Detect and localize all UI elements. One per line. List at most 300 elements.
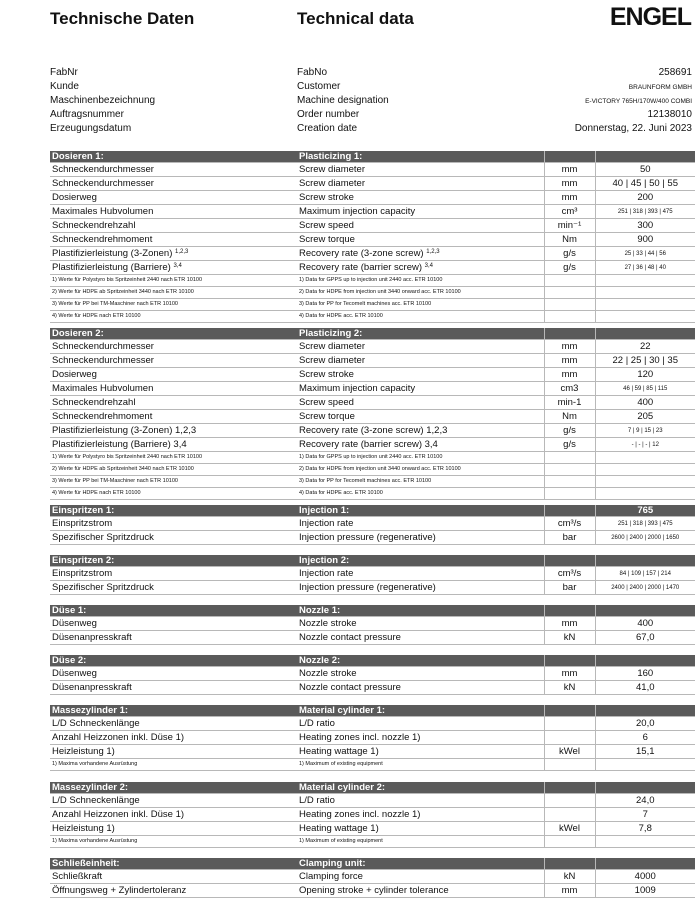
param-label-en-text: Nozzle contact pressure	[299, 631, 401, 643]
param-label-de	[50, 808, 297, 822]
param-value-text: 27 | 36 | 48 | 40	[624, 264, 666, 271]
param-unit-text: cm³/s	[557, 567, 582, 579]
table-row	[50, 368, 695, 382]
section-title-de	[50, 151, 297, 163]
param-label-en	[297, 354, 544, 368]
param-label-en	[297, 368, 544, 382]
param-unit	[544, 396, 595, 410]
section-title-en-text: Material cylinder 2:	[299, 782, 386, 793]
param-label-en-text: Heating wattage 1)	[299, 745, 379, 757]
footnote-de-text: 1) Werte für Polystyro bis Spritzeinheit 2440 nach ETR 10100	[52, 454, 203, 460]
param-unit	[544, 531, 595, 545]
param-label-en	[297, 382, 544, 396]
section-header	[50, 555, 695, 567]
param-label-en-text: L/D ratio	[299, 794, 335, 806]
param-value-text: 22 | 25 | 30 | 35	[612, 354, 678, 366]
footnote-row	[50, 299, 695, 311]
param-value	[595, 567, 695, 581]
section-title-en	[297, 555, 544, 567]
section-title-en-text: Injection 2:	[299, 555, 350, 566]
spec-table	[50, 655, 695, 695]
table-row	[50, 667, 695, 681]
footnote-de	[50, 759, 297, 771]
table-row	[50, 681, 695, 695]
param-label-en	[297, 396, 544, 410]
table-row	[50, 205, 695, 219]
section-title-de-text: Dosieren 2:	[52, 328, 104, 339]
footnote-value	[595, 464, 695, 476]
table-row	[50, 794, 695, 808]
param-label-en	[297, 191, 544, 205]
param-unit	[544, 340, 595, 354]
param-label-de	[50, 354, 297, 368]
section-title-de-text: Massezylinder 1:	[52, 705, 129, 716]
param-value	[595, 745, 695, 759]
param-unit-text: mm	[561, 368, 578, 380]
section-title-en	[297, 605, 544, 617]
section-header	[50, 858, 695, 870]
param-value-text: 24,0	[636, 794, 655, 806]
footnote-unit	[544, 299, 595, 311]
section-header	[50, 151, 695, 163]
param-label-de	[50, 794, 297, 808]
param-label-en-text: L/D ratio	[299, 717, 335, 729]
param-label-de	[50, 531, 297, 545]
footnote-en	[297, 488, 544, 500]
param-label-de-text: Öffnungsweg + Zylindertoleranz	[52, 884, 187, 896]
footnote-row	[50, 464, 695, 476]
param-unit-text: mm	[561, 177, 578, 189]
footnote-en	[297, 299, 544, 311]
param-label-en-text: Screw speed	[299, 219, 354, 231]
section-title-en-text: Material cylinder 1:	[299, 705, 386, 716]
param-unit	[544, 517, 595, 531]
footnote-ref: 3,4	[173, 262, 182, 269]
section-title-de-text: Schließeinheit:	[52, 858, 120, 869]
param-label-de-text: Plastifizierleistung (Barriere)	[52, 261, 171, 273]
param-unit-text: mm	[561, 617, 578, 629]
table-row	[50, 745, 695, 759]
footnote-unit	[544, 287, 595, 299]
table-row	[50, 531, 695, 545]
param-unit-text: min⁻¹	[557, 219, 582, 231]
section-value	[595, 858, 695, 870]
param-value-text: 1009	[634, 884, 656, 896]
section-title-en-text: Injection 1:	[299, 505, 350, 516]
table-row	[50, 870, 695, 884]
param-unit-text: cm3	[560, 382, 579, 394]
param-label-en	[297, 870, 544, 884]
section-title-de-text: Massezylinder 2:	[52, 782, 129, 793]
section-value-text: 765	[637, 505, 654, 516]
param-label-de-text: Anzahl Heizzonen inkl. Düse 1)	[52, 808, 185, 820]
section-header	[50, 782, 695, 794]
param-unit-text: g/s	[563, 438, 576, 450]
param-value-text: 200	[637, 191, 654, 203]
section-header	[50, 505, 695, 517]
param-unit	[544, 681, 595, 695]
param-label-de-text: Spezifischer Spritzdruck	[52, 531, 154, 543]
param-unit	[544, 382, 595, 396]
param-unit-text: kWel	[559, 745, 580, 757]
param-label-de-text: Maximales Hubvolumen	[52, 205, 154, 217]
footnote-de	[50, 311, 297, 323]
param-value	[595, 822, 695, 836]
info-value: 258691	[658, 67, 692, 78]
param-label-de-text: Schneckendrehzahl	[52, 219, 136, 231]
param-label-de	[50, 191, 297, 205]
section-title-en	[297, 655, 544, 667]
param-label-de-text: Schließkraft	[52, 870, 103, 882]
param-value	[595, 731, 695, 745]
footnote-de-text: 2) Werte für HDPE ab Spritzeinheit 3440 nach ETR 10100	[52, 466, 194, 472]
param-label-en	[297, 340, 544, 354]
footnote-en	[297, 476, 544, 488]
param-label-en-text: Screw diameter	[299, 354, 365, 366]
footnote-de	[50, 476, 297, 488]
param-value	[595, 233, 695, 247]
param-value	[595, 410, 695, 424]
section-unit	[544, 605, 595, 617]
spec-table	[50, 858, 695, 898]
param-label-de	[50, 731, 297, 745]
footnote-en-text: 3) Data for PP for Tecomelt machines acc. ETR 10100	[299, 301, 432, 307]
footnote-unit	[544, 275, 595, 287]
param-label-de	[50, 631, 297, 645]
param-unit	[544, 717, 595, 731]
param-label-en-text: Screw torque	[299, 233, 355, 245]
section-title-de-text: Düse 2:	[52, 655, 87, 666]
param-value-text: 7 | 9 | 15 | 23	[627, 427, 663, 434]
section-header	[50, 328, 695, 340]
table-row	[50, 354, 695, 368]
footnote-row	[50, 275, 695, 287]
footnote-unit	[544, 488, 595, 500]
param-label-en	[297, 822, 544, 836]
section-value	[595, 605, 695, 617]
section-header	[50, 605, 695, 617]
table-row	[50, 581, 695, 595]
param-label-de	[50, 681, 297, 695]
param-label-en-text: Recovery rate (barrier screw) 3,4	[299, 438, 438, 450]
section-value	[595, 151, 695, 163]
param-label-de	[50, 717, 297, 731]
param-label-en	[297, 247, 544, 261]
section-title-de-text: Düse 1:	[52, 605, 87, 616]
param-label-de-text: Dosierweg	[52, 191, 97, 203]
param-unit	[544, 191, 595, 205]
footnote-row	[50, 488, 695, 500]
table-row	[50, 424, 695, 438]
info-value: 12138010	[647, 109, 692, 120]
footnote-en-text: 1) Data for GPPS up to injection unit 2440 acc. ETR 10100	[299, 454, 443, 460]
section-title-de	[50, 655, 297, 667]
table-row	[50, 396, 695, 410]
footnote-unit	[544, 452, 595, 464]
table-row	[50, 808, 695, 822]
param-unit-text: cm³	[561, 205, 578, 217]
info-label-en: Customer	[297, 81, 341, 92]
param-label-en	[297, 410, 544, 424]
param-value-text: 160	[637, 667, 654, 679]
param-label-en-text: Nozzle stroke	[299, 667, 357, 679]
param-unit-text: Nm	[562, 233, 577, 245]
section-title-en	[297, 782, 544, 794]
table-row	[50, 822, 695, 836]
spec-table	[50, 782, 695, 848]
param-label-de	[50, 205, 297, 219]
param-value	[595, 205, 695, 219]
param-unit	[544, 567, 595, 581]
info-value: Donnerstag, 22. Juni 2023	[574, 123, 692, 134]
footnote-de-text: 3) Werte für PP bei TM-Maschiner nach ETR 10100	[52, 478, 178, 484]
param-unit	[544, 667, 595, 681]
footnote-value	[595, 476, 695, 488]
param-label-en	[297, 177, 544, 191]
footnote-value	[595, 311, 695, 323]
param-value-text: 67,0	[636, 631, 655, 643]
info-label-en: Creation date	[297, 123, 358, 134]
footnote-de-text: 1) Maxima vorhandene Ausrüstung	[52, 761, 138, 767]
footnote-unit	[544, 311, 595, 323]
table-row	[50, 517, 695, 531]
param-label-de-text: Schneckendurchmesser	[52, 354, 154, 366]
param-value-text: 2600 | 2400 | 2000 | 1650	[611, 534, 680, 541]
param-unit	[544, 870, 595, 884]
param-value-text: 41,0	[636, 681, 655, 693]
info-label-en: Machine designation	[297, 95, 389, 106]
param-value-text: 120	[637, 368, 654, 380]
param-unit-text: kN	[563, 870, 576, 882]
param-label-en-text: Injection rate	[299, 517, 354, 529]
table-row	[50, 247, 695, 261]
footnote-de-text: 2) Werte für HDPE ab Spritzeinheit 3440 nach ETR 10100	[52, 289, 194, 295]
param-label-de-text: Plastifizierleistung (3-Zonen)	[52, 247, 173, 259]
param-label-de	[50, 870, 297, 884]
param-unit	[544, 581, 595, 595]
param-value	[595, 368, 695, 382]
spec-table	[50, 555, 695, 595]
section-title-de-text: Dosieren 1:	[52, 151, 104, 162]
section-unit	[544, 328, 595, 340]
param-value	[595, 219, 695, 233]
section-value	[595, 705, 695, 717]
table-row	[50, 567, 695, 581]
param-value-text: 84 | 109 | 157 | 214	[619, 570, 671, 577]
param-label-en-text: Recovery rate (3-zone screw)	[299, 247, 424, 259]
param-unit	[544, 794, 595, 808]
footnote-value	[595, 299, 695, 311]
param-label-de-text: Spezifischer Spritzdruck	[52, 581, 154, 593]
footnote-en-text: 2) Data for HDPE from injection unit 3440 onward acc. ETR 10100	[299, 289, 461, 295]
param-unit	[544, 745, 595, 759]
param-label-en	[297, 884, 544, 898]
param-label-en	[297, 438, 544, 452]
info-label-de: FabNr	[50, 67, 78, 78]
param-unit	[544, 205, 595, 219]
param-unit	[544, 219, 595, 233]
param-unit-text: g/s	[563, 261, 576, 273]
param-label-de	[50, 247, 297, 261]
param-value	[595, 870, 695, 884]
table-row	[50, 177, 695, 191]
section-value	[595, 328, 695, 340]
spec-table	[50, 505, 695, 545]
info-value: BRAUNFORM GMBH	[628, 84, 692, 91]
param-unit	[544, 884, 595, 898]
param-label-de	[50, 667, 297, 681]
section-title-en-text: Clamping unit:	[299, 858, 366, 869]
spec-table	[50, 151, 695, 323]
param-label-de-text: Schneckendrehmoment	[52, 233, 153, 245]
param-value	[595, 531, 695, 545]
section-value	[595, 555, 695, 567]
section-title-en-text: Nozzle 1:	[299, 605, 341, 616]
page-title-de: Technische Daten	[50, 9, 195, 28]
param-label-de-text: Düsenanpresskraft	[52, 681, 132, 693]
param-label-de	[50, 340, 297, 354]
param-label-en	[297, 567, 544, 581]
param-label-de-text: L/D Schneckenlänge	[52, 794, 140, 806]
param-unit-text: kWel	[559, 822, 580, 834]
info-row	[50, 95, 692, 109]
param-unit	[544, 631, 595, 645]
param-value	[595, 581, 695, 595]
param-label-de	[50, 822, 297, 836]
footnote-ref: 1,2,3	[175, 248, 189, 255]
param-label-de-text: Anzahl Heizzonen inkl. Düse 1)	[52, 731, 185, 743]
footnote-de	[50, 287, 297, 299]
param-value	[595, 631, 695, 645]
param-label-en-text: Maximum injection capacity	[299, 382, 416, 394]
param-label-en	[297, 731, 544, 745]
param-label-de	[50, 382, 297, 396]
section-header	[50, 705, 695, 717]
param-value	[595, 340, 695, 354]
footnote-row	[50, 452, 695, 464]
param-label-en	[297, 531, 544, 545]
table-row	[50, 631, 695, 645]
param-value-text: 22	[639, 340, 651, 352]
param-label-de-text: Einspritzstrom	[52, 567, 113, 579]
section-title-en-text: Plasticizing 1:	[299, 151, 363, 162]
footnote-en	[297, 452, 544, 464]
param-label-en	[297, 219, 544, 233]
param-label-en	[297, 745, 544, 759]
section-title-en-text: Plasticizing 2:	[299, 328, 363, 339]
param-label-de	[50, 368, 297, 382]
param-label-en-text: Screw stroke	[299, 368, 354, 380]
spec-table	[50, 605, 695, 645]
footnote-en-text: 1) Maximum of existing equipment	[299, 761, 383, 767]
info-row	[50, 123, 692, 137]
section-title-de	[50, 782, 297, 794]
info-label-de: Auftragsnummer	[50, 109, 124, 120]
param-label-en	[297, 205, 544, 219]
param-label-de	[50, 581, 297, 595]
param-label-en-text: Screw diameter	[299, 177, 365, 189]
section-unit	[544, 655, 595, 667]
spec-table	[50, 328, 695, 500]
param-label-en-text: Injection pressure (regenerative)	[299, 581, 436, 593]
table-row	[50, 340, 695, 354]
param-label-en-text: Recovery rate (barrier screw)	[299, 261, 422, 273]
table-row	[50, 410, 695, 424]
param-unit	[544, 410, 595, 424]
param-label-de-text: Düsenanpresskraft	[52, 631, 132, 643]
param-label-en	[297, 631, 544, 645]
param-value	[595, 396, 695, 410]
param-label-en-text: Screw speed	[299, 396, 354, 408]
footnote-row	[50, 476, 695, 488]
param-unit	[544, 731, 595, 745]
param-value-text: 25 | 33 | 44 | 56	[624, 250, 666, 257]
param-value-text: 40 | 45 | 50 | 55	[612, 177, 678, 189]
footnote-row	[50, 759, 695, 771]
section-unit	[544, 858, 595, 870]
param-value-text: 6	[642, 731, 648, 743]
footnote-value	[595, 287, 695, 299]
param-label-en	[297, 424, 544, 438]
param-unit-text: g/s	[563, 424, 576, 436]
section-title-de	[50, 605, 297, 617]
param-label-de	[50, 517, 297, 531]
footnote-en-text: 1) Data for GPPS up to injection unit 2440 acc. ETR 10100	[299, 277, 443, 283]
param-value-text: 205	[637, 410, 654, 422]
param-label-en-text: Nozzle stroke	[299, 617, 357, 629]
param-unit-text: mm	[561, 163, 578, 175]
footnote-value	[595, 488, 695, 500]
footnote-value	[595, 275, 695, 287]
param-label-en	[297, 808, 544, 822]
param-value	[595, 438, 695, 452]
param-value	[595, 382, 695, 396]
param-label-en-text: Nozzle contact pressure	[299, 681, 401, 693]
param-unit	[544, 354, 595, 368]
footnote-de	[50, 464, 297, 476]
section-title-en	[297, 858, 544, 870]
footnote-en	[297, 287, 544, 299]
footnote-de	[50, 836, 297, 848]
section-unit	[544, 555, 595, 567]
param-value	[595, 261, 695, 275]
section-title-en	[297, 705, 544, 717]
param-label-de	[50, 177, 297, 191]
param-unit-text: mm	[561, 191, 578, 203]
section-unit	[544, 151, 595, 163]
param-unit-text: min-1	[557, 396, 582, 408]
section-title-en	[297, 328, 544, 340]
param-unit-text: mm	[561, 667, 578, 679]
param-unit	[544, 177, 595, 191]
info-label-de: Kunde	[50, 81, 79, 92]
section-title-de	[50, 505, 297, 517]
param-label-en-text: Heating zones incl. nozzle 1)	[299, 731, 421, 743]
footnote-ref: 1,2,3	[426, 248, 440, 255]
param-unit	[544, 424, 595, 438]
param-value-text: 2400 | 2400 | 2000 | 1470	[611, 584, 680, 591]
footnote-en	[297, 311, 544, 323]
param-unit	[544, 822, 595, 836]
param-label-de-text: Heizleistung 1)	[52, 822, 115, 834]
param-value	[595, 667, 695, 681]
param-label-de-text: Schneckendurchmesser	[52, 340, 154, 352]
footnote-en-text: 2) Data for HDPE from injection unit 3440 onward acc. ETR 10100	[299, 466, 461, 472]
table-row	[50, 191, 695, 205]
footnote-row	[50, 287, 695, 299]
param-unit	[544, 438, 595, 452]
param-label-en-text: Heating wattage 1)	[299, 822, 379, 834]
